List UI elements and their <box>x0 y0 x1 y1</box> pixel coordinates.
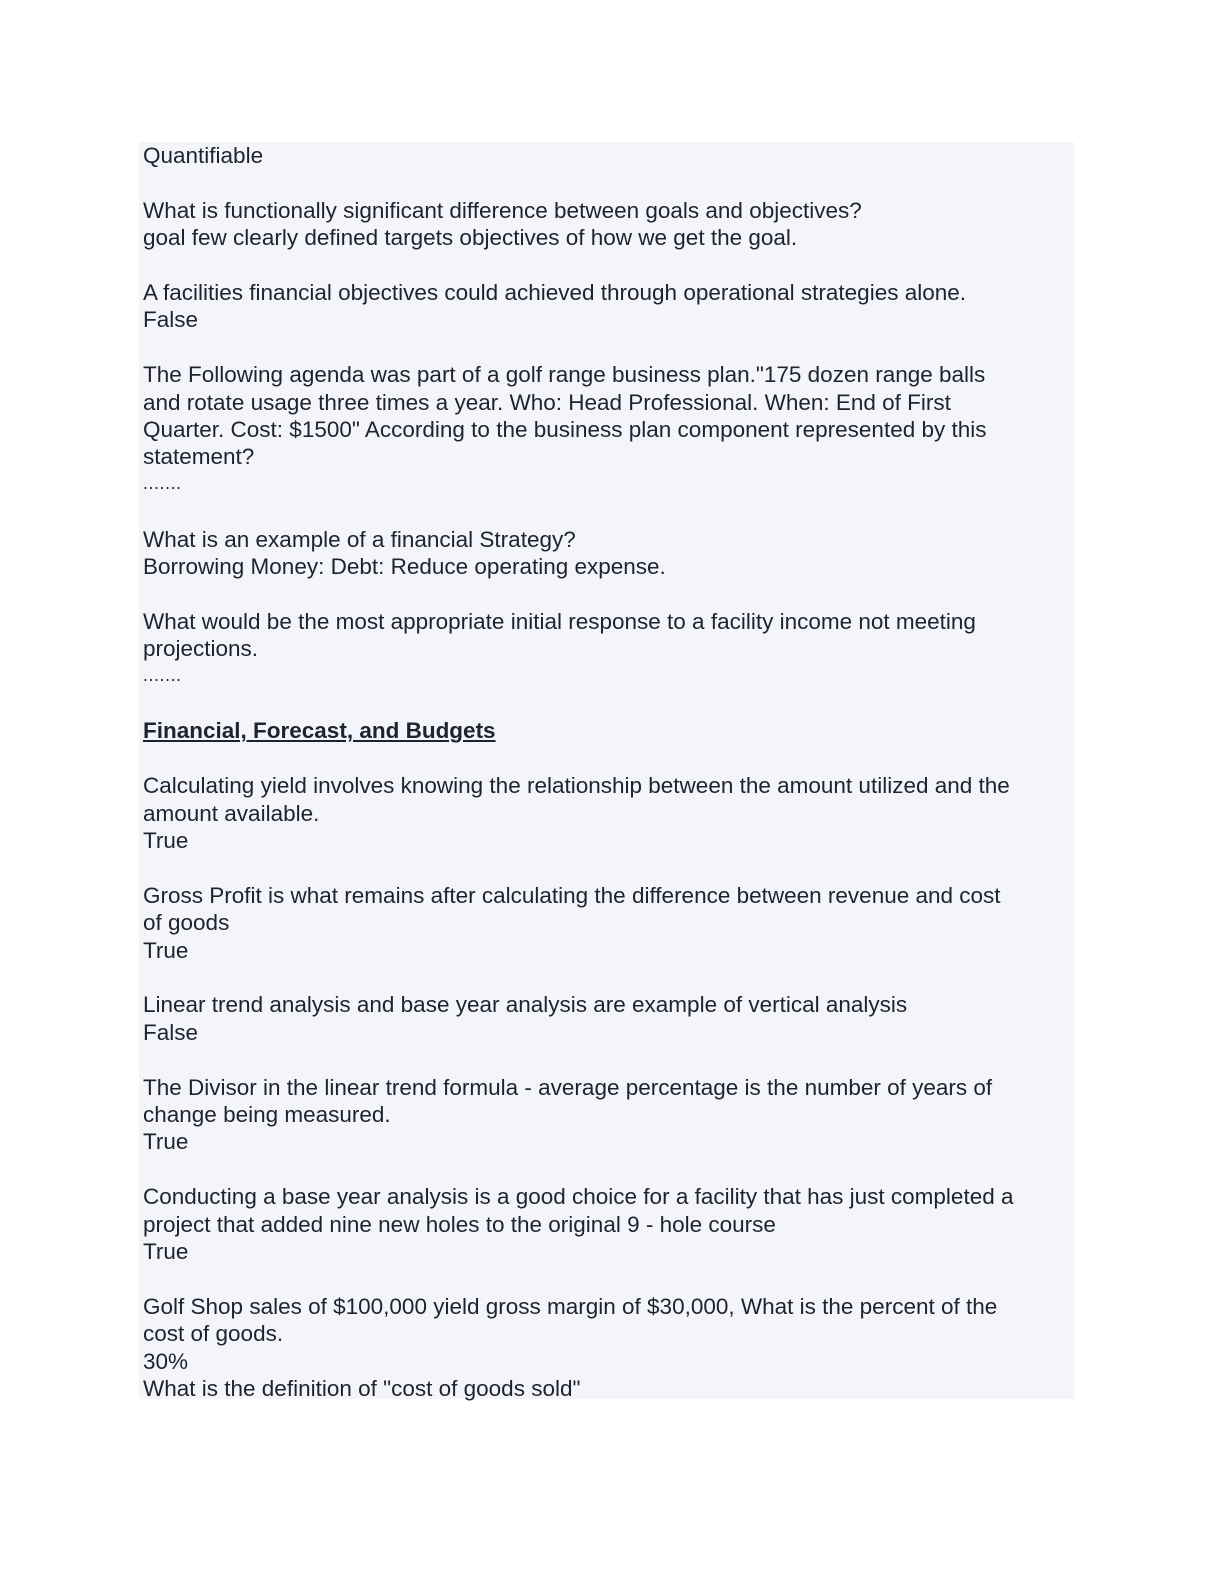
answer-line: Borrowing Money: Debt: Reduce operating expense. <box>143 554 666 580</box>
answer-line: False <box>143 1019 199 1045</box>
answer-placeholder: ....... <box>143 472 182 493</box>
question-line: projections. <box>143 636 259 662</box>
answer-placeholder: ....... <box>143 664 182 685</box>
answer-line: True <box>143 828 189 854</box>
question-line: Golf Shop sales of $100,000 yield gross margin of $30,000, What is the percent of the <box>143 1293 998 1319</box>
question-line: What would be the most appropriate initial response to a facility income not meeting <box>143 608 976 634</box>
question-line: The Divisor in the linear trend formula - average percentage is the number of years of <box>143 1074 993 1100</box>
question-line: What is functionally significant difference between goals and objectives? <box>143 197 862 223</box>
answer-line: 30% <box>143 1348 189 1374</box>
question-line: A facilities financial objectives could achieved through operational strategies alone. <box>143 280 967 305</box>
section-heading: Financial, Forecast, and Budgets <box>143 718 496 744</box>
question-line: statement? <box>143 444 255 470</box>
answer-line: True <box>143 937 189 963</box>
question-line: The Following agenda was part of a golf range business plan."175 dozen range balls <box>143 362 986 388</box>
question-line: and rotate usage three times a year. Who: Head Professional. When: End of First <box>143 389 951 415</box>
text-line: Quantifiable <box>143 143 264 168</box>
question-line: cost of goods. <box>143 1321 284 1347</box>
question-line: What is an example of a financial Strategy? <box>143 526 576 552</box>
question-line: Calculating yield involves knowing the relationship between the amount utilized and the <box>143 773 1010 799</box>
document-body <box>143 142 1068 1402</box>
question-line: What is the definition of "cost of goods sold" <box>143 1376 581 1402</box>
answer-line: False <box>143 307 199 333</box>
question-line: change being measured. <box>143 1102 391 1128</box>
question-line: Gross Profit is what remains after calculating the difference between revenue and cost <box>143 882 1001 908</box>
question-line: Quarter. Cost: $1500" According to the business plan component represented by this <box>143 417 987 443</box>
question-line: amount available. <box>143 800 320 826</box>
answer-line: True <box>143 1239 189 1265</box>
question-line: Conducting a base year analysis is a good choice for a facility that has just completed a <box>143 1184 1014 1210</box>
answer-line: goal few clearly defined targets objectives of how we get the goal. <box>143 225 798 251</box>
answer-line: True <box>143 1129 189 1155</box>
question-line: Linear trend analysis and base year analysis are example of vertical analysis <box>143 992 908 1018</box>
question-line: of goods <box>143 910 230 936</box>
question-line: project that added nine new holes to the original 9 - hole course <box>143 1211 776 1237</box>
